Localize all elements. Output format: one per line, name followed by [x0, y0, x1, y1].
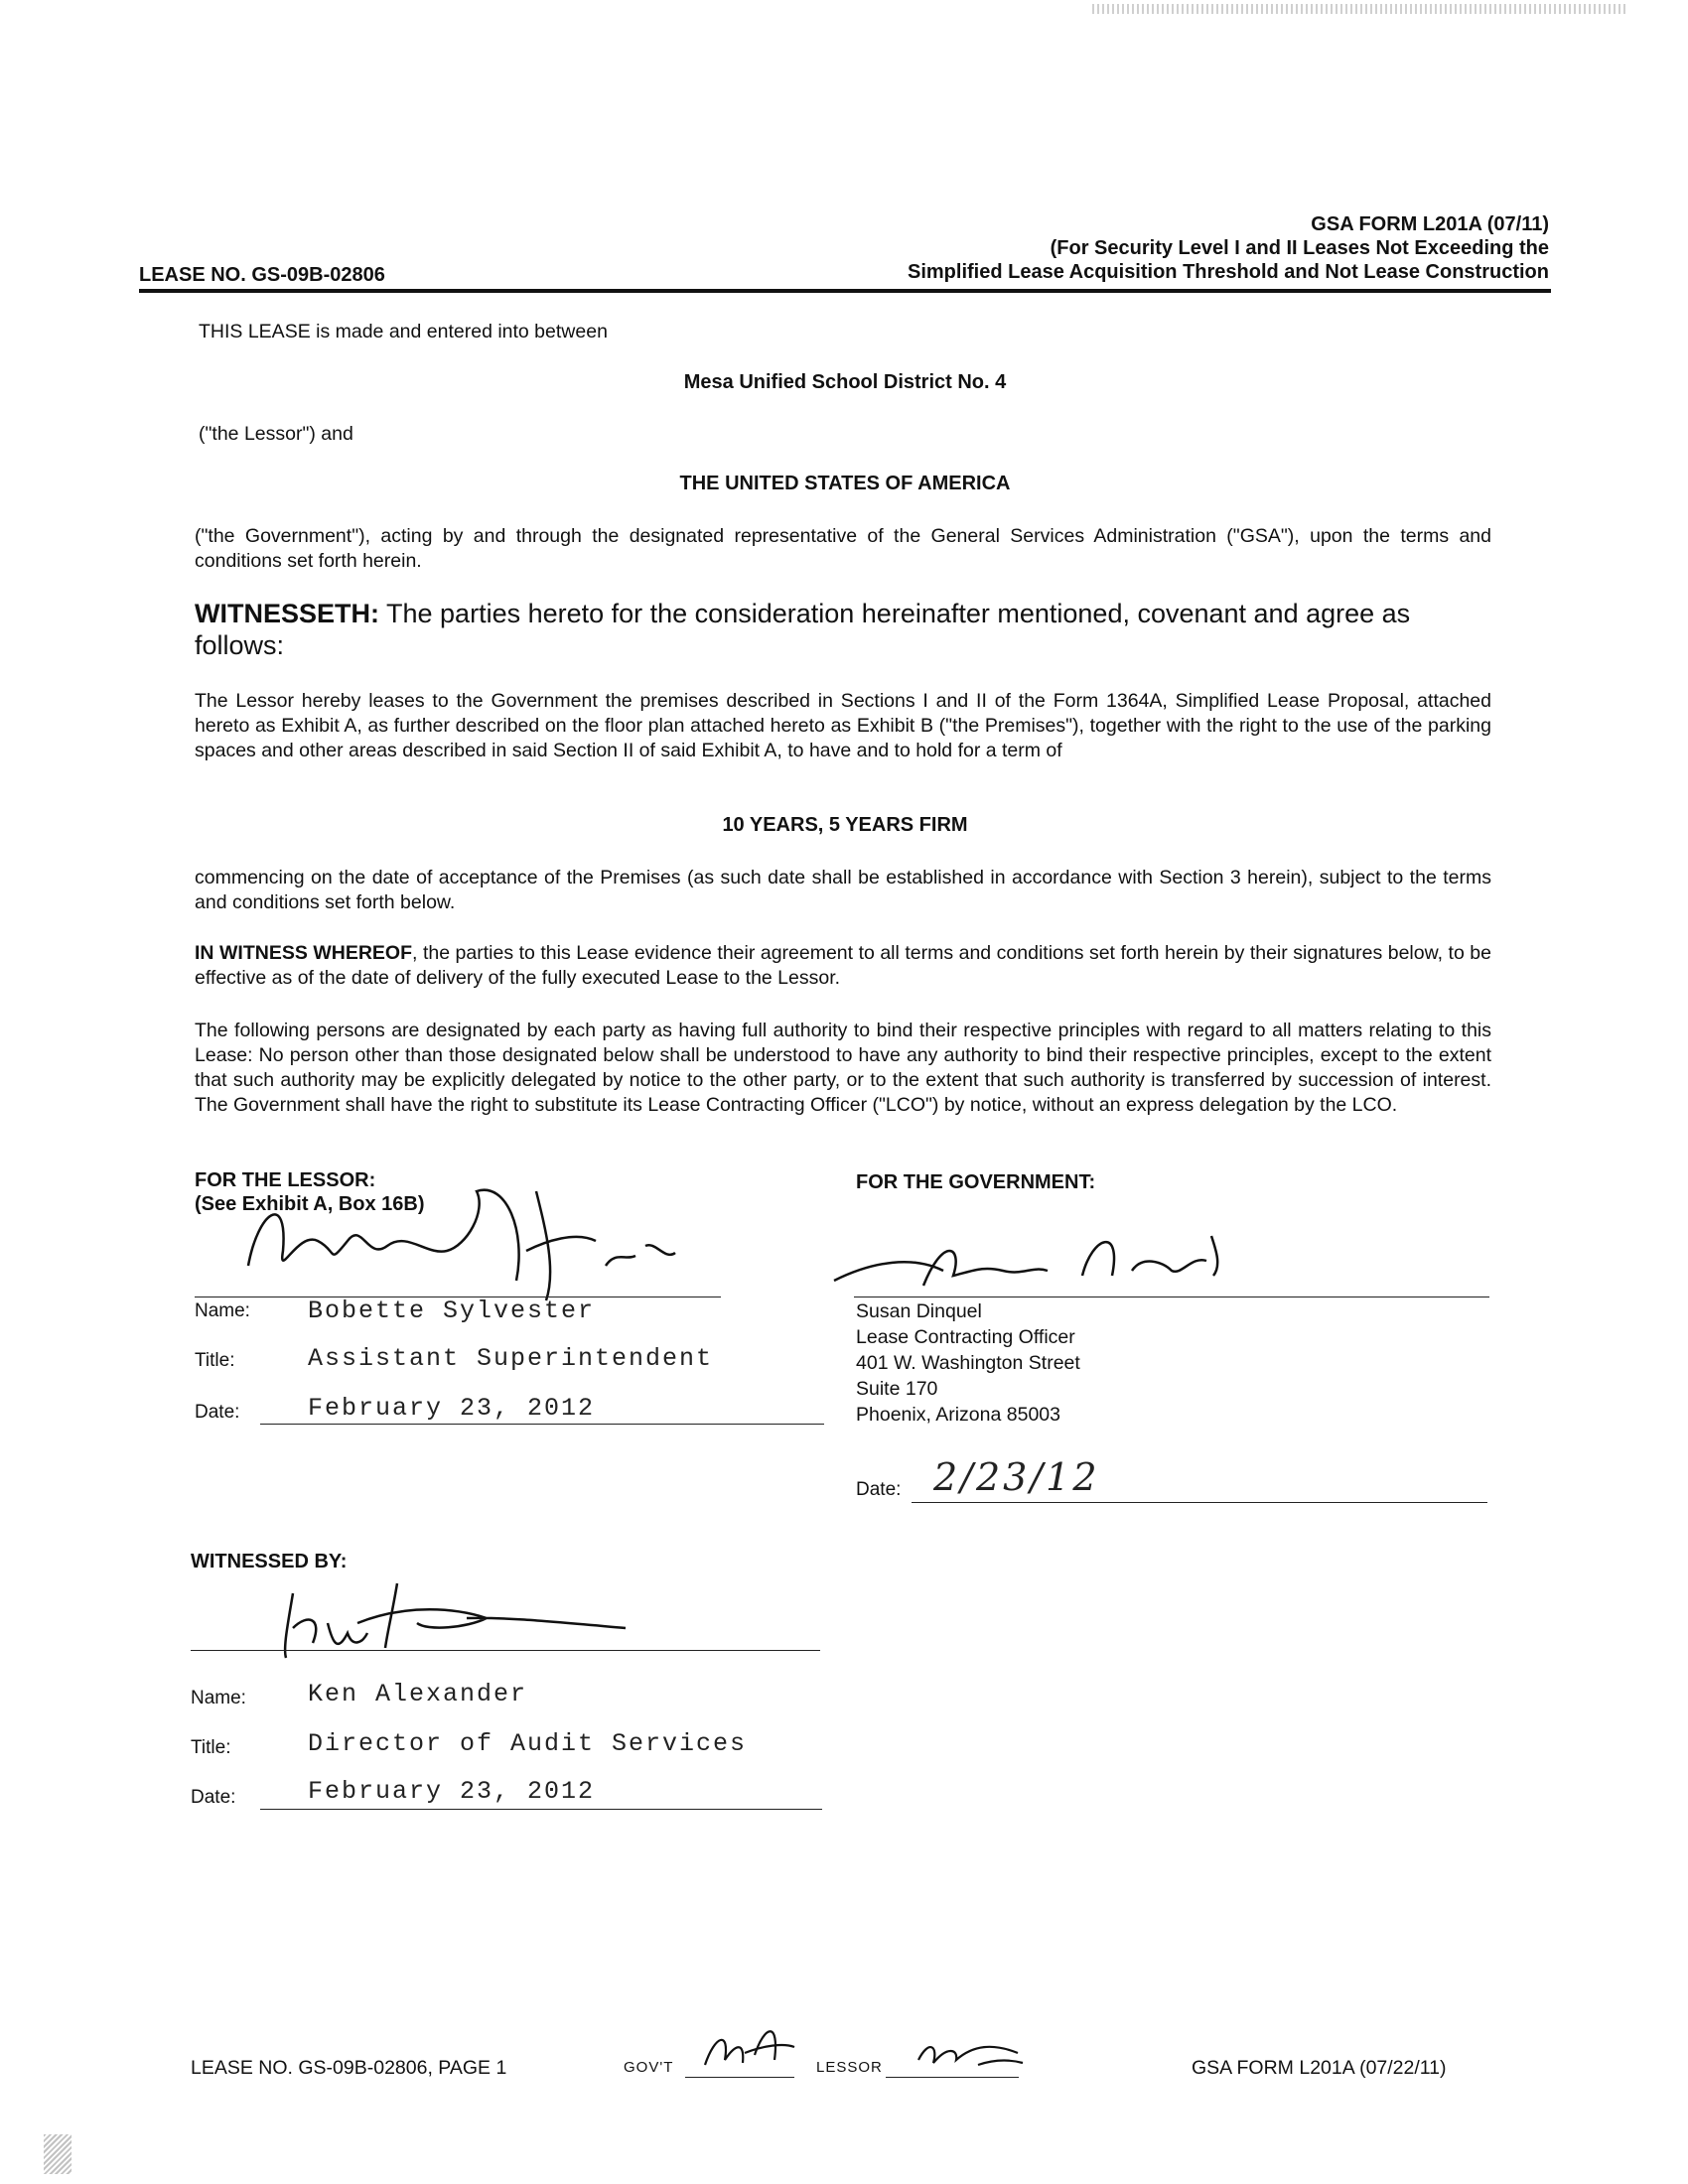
witness-heading: WITNESSED BY:	[191, 1551, 348, 1572]
lessor-initials	[899, 2025, 1028, 2075]
witnesseth-paragraph	[195, 598, 1491, 661]
witness-title: Director of Audit Services	[308, 1729, 748, 1758]
in-witness-paragraph	[195, 941, 1491, 991]
premises-paragraph: The Lessor hereby leases to the Government the premises described in Sections I and II of the Form 1364A, Simplified Lease Proposal, attached hereto as Exhibit A, as further described on the floor plan attached hereto as Exhibit B ("the Premises"), together with the right to the use of the parking spaces and other areas described in said Section II of said Exhibit A, to have and to hold for a term of	[195, 690, 1491, 761]
lessor-name: Bobette Sylvester	[308, 1297, 596, 1325]
footer-govt-label: GOV'T	[624, 2059, 674, 2076]
government-name: THE UNITED STATES OF AMERICA	[679, 473, 1011, 494]
lease-number: LEASE NO. GS-09B-02806	[139, 264, 385, 286]
form-subtitle-1: (For Security Level I and II Leases Not Exceeding the	[1050, 237, 1549, 259]
lessor-name: Mesa Unified School District No. 4	[683, 371, 1007, 393]
lessor-heading: FOR THE LESSOR:	[195, 1169, 376, 1191]
witness-name-label: Name:	[191, 1688, 246, 1708]
govt-initials	[685, 2015, 804, 2075]
made-between: THIS LEASE is made and entered into between	[199, 321, 608, 342]
lessor-title-label: Title:	[195, 1350, 235, 1371]
form-header	[908, 212, 1549, 284]
lessor-date: February 23, 2012	[308, 1394, 596, 1423]
scan-artifact	[1092, 4, 1628, 14]
the-lessor-and: ("the Lessor") and	[199, 423, 353, 445]
government-title: Lease Contracting Officer	[856, 1326, 1075, 1348]
footer-form-ref: GSA FORM L201A (07/22/11)	[1192, 2057, 1447, 2079]
lessor-date-line	[260, 1424, 824, 1425]
footer-lease-page: LEASE NO. GS-09B-02806, PAGE 1	[191, 2057, 507, 2079]
header-rule	[139, 289, 1551, 293]
commencing-paragraph: commencing on the date of acceptance of the Premises (as such date shall be established in accordance with Section 3 herein), subject to the terms and conditions set forth below.	[195, 867, 1491, 913]
form-subtitle-2: Simplified Lease Acquisition Threshold and Not Lease Construction	[907, 261, 1549, 283]
govt-initials-line	[685, 2077, 794, 2078]
lessor-signature	[228, 1171, 745, 1310]
footer-lessor-label: LESSOR	[816, 2059, 883, 2076]
government-contact	[856, 1298, 1080, 1428]
government-name: Susan Dinquel	[856, 1300, 982, 1322]
lessor-name-label: Name:	[195, 1300, 250, 1321]
government-address-2: Suite 170	[856, 1378, 938, 1400]
lessor-note: (See Exhibit A, Box 16B)	[195, 1193, 425, 1215]
scan-artifact	[44, 2134, 71, 2174]
lessor-initials-line	[886, 2077, 1019, 2078]
government-date-line	[912, 1502, 1487, 1503]
government-date-label: Date:	[856, 1479, 902, 1500]
in-witness-label: IN WITNESS WHEREOF	[195, 942, 413, 964]
witness-date: February 23, 2012	[308, 1777, 596, 1806]
witness-title-label: Title:	[191, 1737, 231, 1758]
witness-signature-line	[191, 1650, 820, 1651]
government-paragraph: ("the Government"), acting by and through the designated representative of the General Services Administration ("GSA"), upon the terms and conditions set forth herein.	[195, 525, 1491, 572]
witness-date-line	[260, 1809, 822, 1810]
lease-term: 10 YEARS, 5 YEARS FIRM	[722, 814, 968, 836]
lessor-date-label: Date:	[195, 1402, 240, 1423]
witness-date-label: Date:	[191, 1787, 236, 1808]
government-address-3: Phoenix, Arizona 85003	[856, 1404, 1060, 1426]
witnesseth-label: WITNESSETH:	[195, 599, 379, 628]
witness-name: Ken Alexander	[308, 1680, 528, 1708]
authority-paragraph: The following persons are designated by each party as having full authority to bind their respective principles with regard to all matters relating to this Lease: No person other than those designated below shall be understood to have any authority to bind their respective principles, except to the extent that such authority may be explicitly delegated by notice to the other party, or to the extent that such authority is transferred by succession of interest. The Government shall have the right to substitute its Lease Contracting Officer ("LCO") by notice, without an express delegation by the LCO.	[195, 1020, 1491, 1116]
form-title: GSA FORM L201A (07/11)	[1311, 213, 1549, 235]
government-signature	[814, 1216, 1231, 1305]
government-heading: FOR THE GOVERNMENT:	[856, 1171, 1096, 1193]
in-witness-text: , the parties to this Lease evidence their agreement to all terms and conditions set forth herein by their signatures below, to be effective as of the date of delivery of the fully executed Lease to the Lessor.	[195, 942, 1491, 989]
government-address-1: 401 W. Washington Street	[856, 1352, 1080, 1374]
government-date: 2/23/12	[933, 1455, 1100, 1499]
witnesseth-text: The parties hereto for the consideration hereinafter mentioned, covenant and agree as follows:	[195, 599, 1411, 660]
lessor-title: Assistant Superintendent	[308, 1344, 714, 1373]
